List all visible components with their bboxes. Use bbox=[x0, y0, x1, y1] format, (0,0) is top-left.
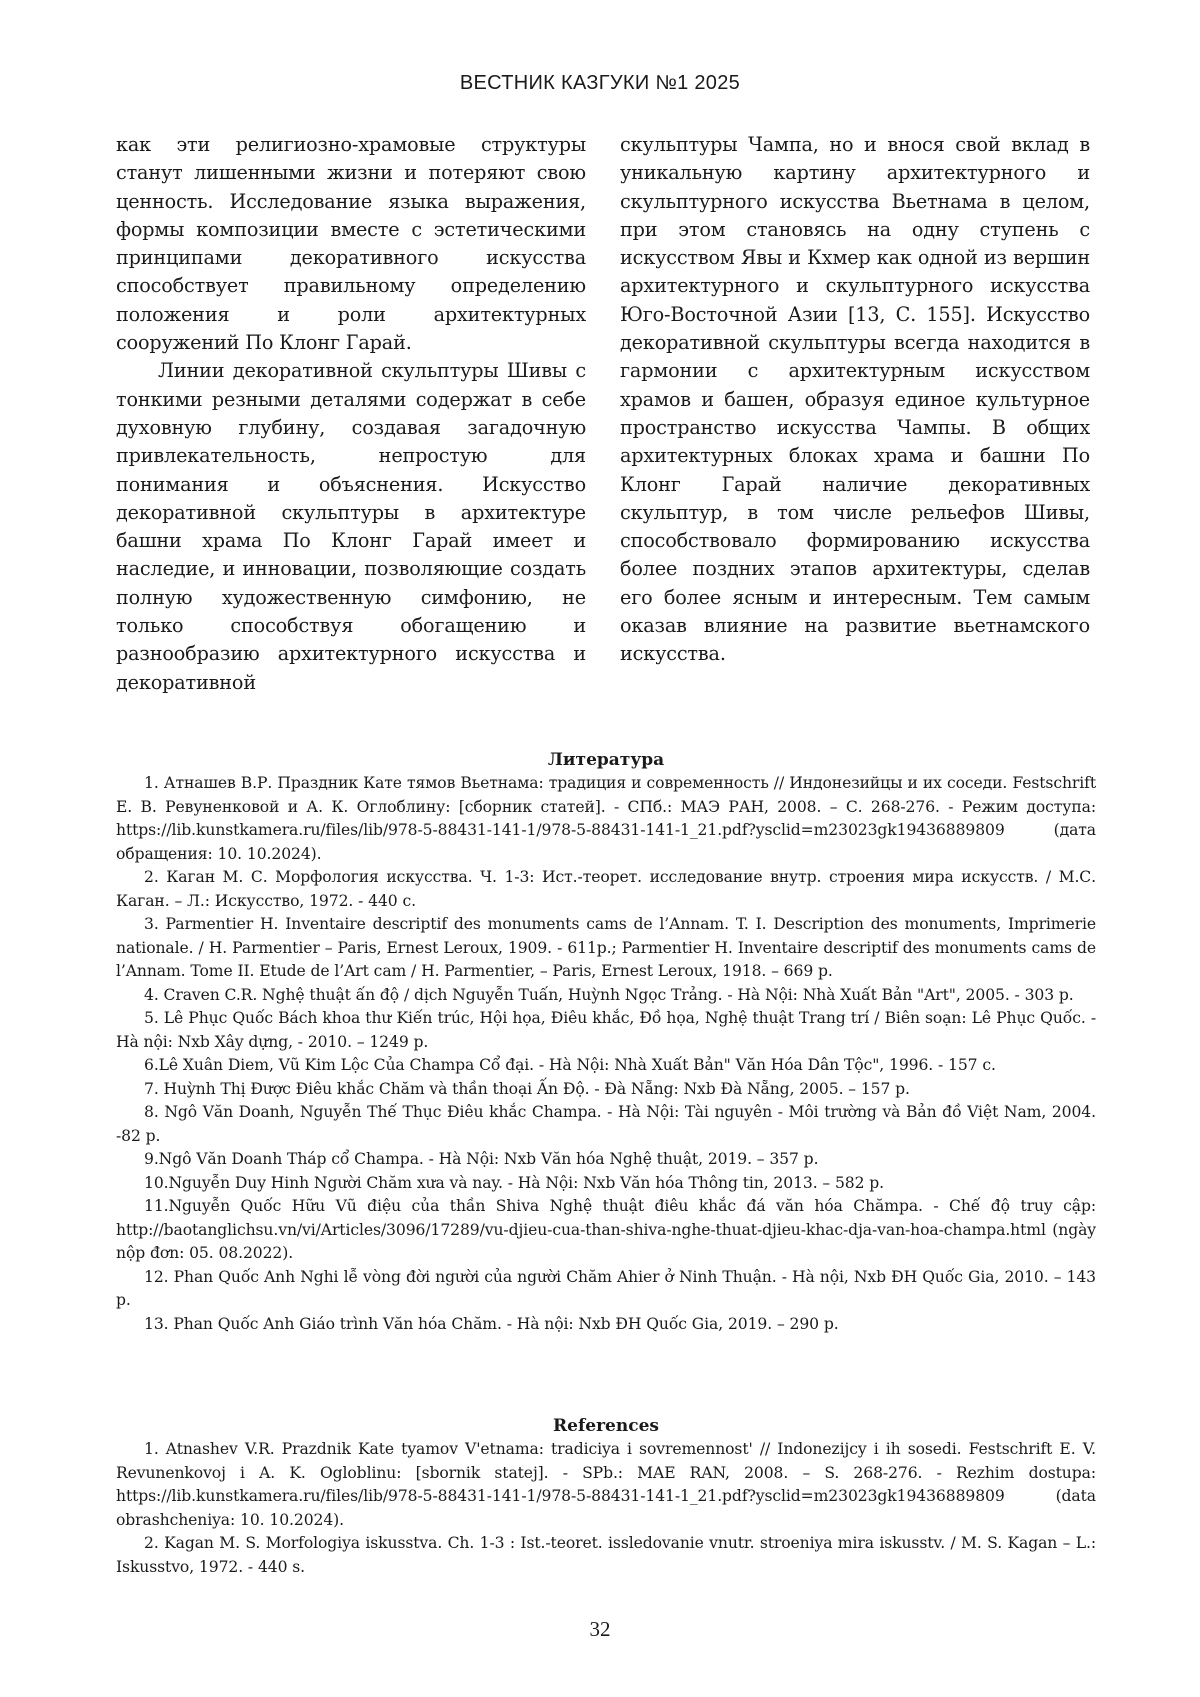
reference-item: 9.Ngô Văn Doanh Tháp cổ Champa. - Hà Nội: Nxb Văn hóa Nghệ thuật, 2019. – 357 p. bbox=[144, 1150, 819, 1168]
reference-item: 1. Атнашев В.Р. Праздник Кате тямов Вьетнама: традиция и современность // Индонезийцы и их соседи. Festschrift Е. В. Ревуненковой и А. К. Оглоблину: [сборник статей]. - СПб.: МАЭ РАН, 2008. – С. 268-276. - Режим доступа: https://lib.kunstkamera.ru/files/lib/978-5-88431-141-1/978-5-88431-141-1_21.pdf?ysclid=m23023gk19436889809 (дата обращения: 10. 10.2024). bbox=[116, 774, 1096, 863]
body-paragraph: как эти религиозно-храмовые структуры станут лишенными жизни и потеряют свою ценность. Исследование языка выражения, формы композиции вместе с эстетическими принципами декоративного искусства способствует правильному определению положения и роли архитектурных сооружений По Клонг Гарай. bbox=[116, 133, 586, 355]
reference-item: 3. Parmentier H. Inventaire descriptif des monuments cams de l’Annam. T. I. Description des monuments, Imprimerie nationale. / H. Parmentier – Paris, Ernest Leroux, 1909. - 611p.; Parmentier H. Inventaire descriptif des monuments cams de l’Annam. Tome II. Etude de l’Art cam / H. Parmentier, – Paris, Ernest Leroux, 1918. – 669 p. bbox=[116, 915, 1096, 980]
reference-item: 6.Lê Xuân Diem, Vũ Kim Lộc Của Champa Cổ đại. - Hà Nội: Nhà Xuất Bản" Văn Hóa Dân Tộc", 1996. - 157 c. bbox=[144, 1056, 996, 1074]
literature-section bbox=[116, 748, 1096, 1336]
reference-item: 11.Nguyễn Quốc Hữu Vũ điệu của thần Shiva Nghệ thuật điêu khắc đá văn hóa Chămpa. - Chế độ truy cập: http://baotanglichsu.vn/vi/Articles/3096/17289/vu-djieu-cua-than-shiva-nghe-thuat-djieu-khac-dja-van-hoa-champa.html (ngày nộp đơn: 05. 08.2022). bbox=[116, 1197, 1096, 1262]
body-paragraph: скульптуры Чампа, но и внося свой вклад в уникальную картину архитектурного и скульптурного искусства Вьетнама в целом, при этом становясь на одну ступень с искусством Явы и Кхмер как одной из вершин архитектурного и скульптурного искусства Юго-Восточной Азии [13, С. 155]. Искусство декоративной скульптуры всегда находится в гармонии с архитектурным искусством храмов и башен, образуя единое культурное пространство искусства Чампы. В общих архитектурных блоках храма и башни По Клонг Гарай наличие декоративных скульптур, в том числе рельефов Шивы, способствовало формированию искусства более поздних этапов архитектуры, сделав его более ясным и интересным. Тем самым оказав влияние на развитие вьетнамского искусства. bbox=[620, 133, 1090, 666]
reference-item: 12. Phan Quốc Anh Nghi lễ vòng đời người của người Chăm Ahier ở Ninh Thuận. - Hà nội, Nxb ĐH Quốc Gia, 2010. – 143 p. bbox=[116, 1267, 1096, 1309]
reference-item: 8. Ngô Văn Doanh, Nguyễn Thế Thục Điêu khắc Champa. - Hà Nội: Tài nguyên - Môi trường và Bản đồ Việt Nam, 2004. -82 p. bbox=[116, 1103, 1096, 1145]
right-column bbox=[620, 131, 1090, 669]
reference-item: 1. Atnashev V.R. Prazdnik Kate tyamov V'etnama: tradiciya i sovremennost' // Indonezijcy i ih sosedi. Festschrift E. V. Revunenkovoj i A. K. Ogloblinu: [sbornik statej]. - SPb.: MAE RAN, 2008. – S. 268-276. - Rezhim dostupa: https://lib.kunstkamera.ru/files/lib/978-5-88431-141-1/978-5-88431-141-1_21.pdf?ysclid=m23023gk19436889809 (data obrashcheniya: 10. 10.2024). bbox=[116, 1440, 1096, 1529]
reference-item: 2. Kagan M. S. Morfologiya iskusstva. Ch. 1-3 : Ist.-teoret. issledovanie vnutr. stroeniya mira iskusstv. / M. S. Kagan – L.: Iskusstvo, 1972. - 440 s. bbox=[116, 1534, 1096, 1576]
reference-item: 4. Craven C.R. Nghệ thuật ấn độ / dịch Nguyễn Tuấn, Huỳnh Ngọc Trảng. - Hà Nội: Nhà Xuất Bản "Art", 2005. - 303 p. bbox=[144, 985, 1074, 1004]
references-title: References bbox=[553, 1416, 659, 1436]
references-section bbox=[116, 1414, 1096, 1579]
page-number: 32 bbox=[589, 1617, 611, 1641]
running-header: ВЕСТНИК КАЗГУКИ №1 2025 bbox=[459, 72, 741, 94]
reference-item: 13. Phan Quốc Anh Giáo trình Văn hóa Chăm. - Hà nội: Nxb ĐH Quốc Gia, 2019. – 290 p. bbox=[144, 1314, 839, 1333]
left-column bbox=[116, 131, 586, 697]
body-columns bbox=[116, 131, 1096, 731]
reference-item: 10.Nguyễn Duy Hinh Người Chăm xưa và nay. - Hà Nội: Nxb Văn hóa Thông tin, 2013. – 582 p. bbox=[144, 1173, 885, 1192]
literature-title: Литература bbox=[547, 750, 665, 770]
reference-item: 2. Каган М. С. Морфология искусства. Ч. 1-3: Ист.-теорет. исследование внутр. строения мира искусств. / М.С. Каган. – Л.: Искусство, 1972. - 440 с. bbox=[116, 868, 1096, 910]
body-paragraph: Линии декоративной скульптуры Шивы с тонкими резными деталями содержат в себе духовную глубину, создавая загадочную привлекательность, непростую для понимания и объяснения. Искусство декоративной скульптуры в архитектуре башни храма По Клонг Гарай имеет и наследие, и инновации, позволяющие создать полную художественную симфонию, не только способствуя обогащению и разнообразию архитектурного искусства и декоративной bbox=[116, 359, 586, 694]
reference-item: 5. Lê Phục Quốc Bách khoa thư Kiến trúc, Hội họa, Điêu khắc, Đồ họa, Nghệ thuật Trang trí / Biên soạn: Lê Phục Quốc. - Hà nội: Nxb Xây dựng, - 2010. – 1249 p. bbox=[116, 1009, 1096, 1051]
reference-item: 7. Huỳnh Thị Được Điêu khắc Chăm và thần thoại Ấn Độ. - Đà Nẵng: Nxb Đà Nẵng, 2005. – 157 p. bbox=[144, 1079, 910, 1098]
